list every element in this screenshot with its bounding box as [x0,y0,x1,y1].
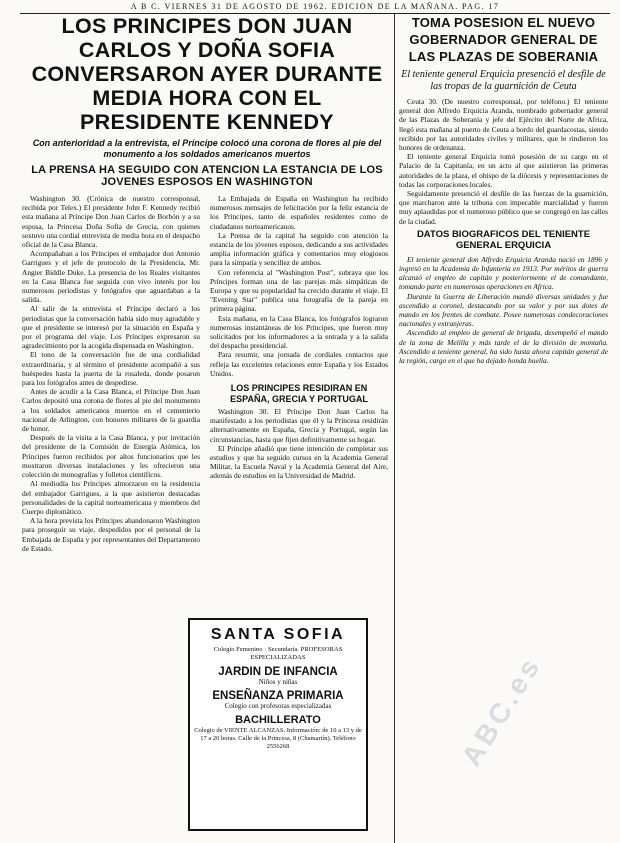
paragraph: Después de la visita a la Casa Blanca, y por invitación del presidente de la Comisión de Energía Atómica, los Príncipes fueron recibidos por altos funcionarios que les mostraron diversas instalaciones y les ofrecieron una colección de monografías y folletos científicos. [22,433,200,480]
main-headline: LOS PRINCIPES DON JUAN CARLOS Y DOÑA SOFIA CONVERSARON AYER DURANTE MEDIA HORA CON EL PRESIDENTE KENNEDY [31,14,383,134]
ad-kindergarten: JARDIN DE INFANCIA [218,666,338,678]
paragraph: Washington 30. (Crónica de nuestro corresponsal, recibida por Telex.) El presidente John F. Kennedy recibió esta mañana al Príncipe Don Juan Carlos de Borbón y a su esposa, la Princesa Doña Sofía de Grecia, con quienes sostuvo una cordial entrevista de media hora en el despacho oficial de la Casa Blanca. [22,194,200,250]
paragraph: El Príncipe añadió que tiene intención de completar sus estudios y que ha seguido cursos en la Academia General Militar, la Escuela Naval y la Academia General del Aire, además de estudios en la Universidad de Madrid. [210,443,388,481]
paragraph: Antes de acudir a la Casa Blanca, el Príncipe Don Juan Carlos depositó una corona de flores al pie del monumento a los soldados americanos muertos en el cementerio nacional de Arlington, con honores militares de la guardia de honor. [22,387,200,434]
paragraph: Acompañaban a los Príncipes el embajador don Antonio Garrigues y el jefe de protocolo de la Presidencia, Mr. Angier Biddle Duke. La presencia de los Reales visitantes en la Casa Blanca fue seguida con vivo interés por los numerosos periodistas y fotógrafos que aguardaban a la salida. [22,249,200,305]
paragraph: El tono de la conversación fue de una cordialidad extraordinaria, y al término el presidente acompañó a sus huéspedes hasta la puerta de la rosaleda, donde posaron para los fotógrafos antes de despedirse. [22,350,200,388]
paragraph: Al mediodía los Príncipes almorzaron en la residencia del embajador Garrigues, a la que asistieron destacadas personalidades de la capital norteamericana y miembros del Cuerpo diplomático. [22,479,200,516]
paragraph: Washington 30. El Príncipe Don Juan Carlos ha manifestado a los periodistas que él y la Princesa residirán alternativamente en España, Grecia y Portugal, según las circunstancias, hasta que fijen definitivamente su hogar. [210,407,388,444]
paragraph: Con referencia al "Washington Post", subraya que los Príncipes forman una de las parejas más simpáticas de Europa y que su popularidad ha crecido durante el viaje. El "Evening Star" publica una fotografía de la pareja en primera página. [210,267,388,314]
paragraph: El teniente general don Alfredo Erquicia Aranda nació en 1896 y ingresó en la Academia de Infantería en 1913. Por méritos de guerra alcanzó el empleo de capitán y posteriormente el de comandante, tomando parte en numerosas operaciones en Africa. [399,254,608,292]
ad-subtitle: Colegio Femenino · Secundaria. PROFESORAS ESPECIALIZADAS [213,646,343,661]
watermark-text: ABC.es [455,650,548,772]
page-header: A B C. VIERNES 31 DE AGOSTO DE 1962. EDICION DE LA MAÑANA. PAG. 17 [20,2,610,14]
ad-title: SANTA SOFIA [210,626,346,643]
school-advertisement [188,618,368,831]
paragraph: Esta mañana, en la Casa Blanca, los fotógrafos lograron numerosas instantáneas de los Príncipes, que fueron muy solicitados por los informadores a la entrada y a la salida del despacho presidencial. [210,313,388,351]
paragraph: Ceuta 30. (De nuestro corresponsal, por teléfono.) El teniente general don Alfredo Erquicia Aranda, nombrado gobernador general de las Plazas de Soberanía y jefe del Ejército del Norte de Africa, llegó esta mañana al puerto de Ceuta a bordo del guardacostas, siendo recibido por las autoridades civiles y militares, que le rindieron los honores de ordenanza. [399,97,608,153]
ad-bachillerato-note: Colegio de VIENTE ALCANZAS. Información: de 10 a 13 y de 17 a 20 horas. Calle de la Princesa, 8 (Chamartín). Teléfono 2556268 [194,727,362,750]
side-subhead: El teniente general Erquicia presenció el desfile de las tropas de la guarnición de Ceuta [401,69,606,92]
side-headline: TOMA POSESION EL NUEVO GOBERNADOR GENERAL DE LAS PLAZAS DE SOBERANIA [408,15,599,64]
side-body [399,97,608,226]
paragraph: El teniente general Erquicia tomó posesión de su cargo en el Palacio de la Capitanía, en un acto al que asistieron las primeras autoridades de la plaza, el obispo de la diócesis y representaciones de todas las corporaciones locales. [399,152,608,189]
bio-body [399,255,608,365]
section-heading: LOS PRINCIPES RESIDIRAN EN ESPAÑA, GRECIA Y PORTUGAL [230,383,368,404]
story-column-1 [22,194,200,806]
paragraph: Seguidamente presenció el desfile de las fuerzas de la guarnición, que marcharon ante la tribuna con impecable marcialidad y fueron muy aplaudidas por el numeroso público que se congregó en las calles de la ciudad. [399,189,608,226]
ad-primary: ENSEÑANZA PRIMARIA [212,690,344,702]
side-story [394,14,608,843]
ad-primary-note: Colegio con profesoras especializadas [224,702,332,710]
paragraph: La Prensa de la capital ha seguido con atención la estancia de los jóvenes esposos, dedicando a sus actividades amplia información gráfica y comentarios muy elogiosos para la simpatía y sencillez de ambos. [210,230,388,268]
main-subhead: Con anterioridad a la entrevista, el Príncipe colocó una corona de flores al pie del monumento a los soldados americanos muertos [32,138,382,159]
paragraph: Ascendido al empleo de general de brigada, desempeñó el mando de la zona de Melilla y más tarde el de la división de montaña. Ascendido a teniente general, ha sido hasta ahora capitán general de la región, cargo en el que ha dejado honda huella. [399,328,608,366]
ad-bachillerato: BACHILLERATO [235,714,321,726]
paragraph: Para resumir, una jornada de cordiales contactos que refleja las excelentes relaciones entre España y los Estados Unidos. [210,350,388,378]
ad-kindergarten-note: Niños y niñas [258,678,298,686]
second-headline: LA PRENSA HA SEGUIDO CON ATENCION LA ESTANCIA DE LOS JOVENES ESPOSOS EN WASHINGTON [31,164,383,188]
paragraph: Durante la Guerra de Liberación mandó diversas unidades y fue ascendido a coronel, destacando por su valor y por sus dotes de mando en los frentes de combate. Posee numerosas condecoraciones nacionales y extranjeras. [399,291,608,329]
paragraph: La Embajada de España en Washington ha recibido numerosos mensajes de felicitación por la feliz estancia de los Príncipes, tanto de españoles residentes como de ciudadanos norteamericanos. [210,194,388,231]
paragraph: Al salir de la entrevista el Príncipe declaró a los periodistas que la conversación había sido muy agradable y que el presidente se interesó por la situación en España y por el programa del viaje. Los Príncipes expresaron su agradecimiento por la acogida dispensada en Washington. [22,304,200,351]
paragraph: A la hora prevista los Príncipes abandonaron Washington para proseguir su viaje, despedidos por el personal de la Embajada de España y por representantes del Departamento de Estado. [22,516,200,553]
bio-section-heading: DATOS BIOGRAFICOS DEL TENIENTE GENERAL ERQUICIA [416,228,591,251]
